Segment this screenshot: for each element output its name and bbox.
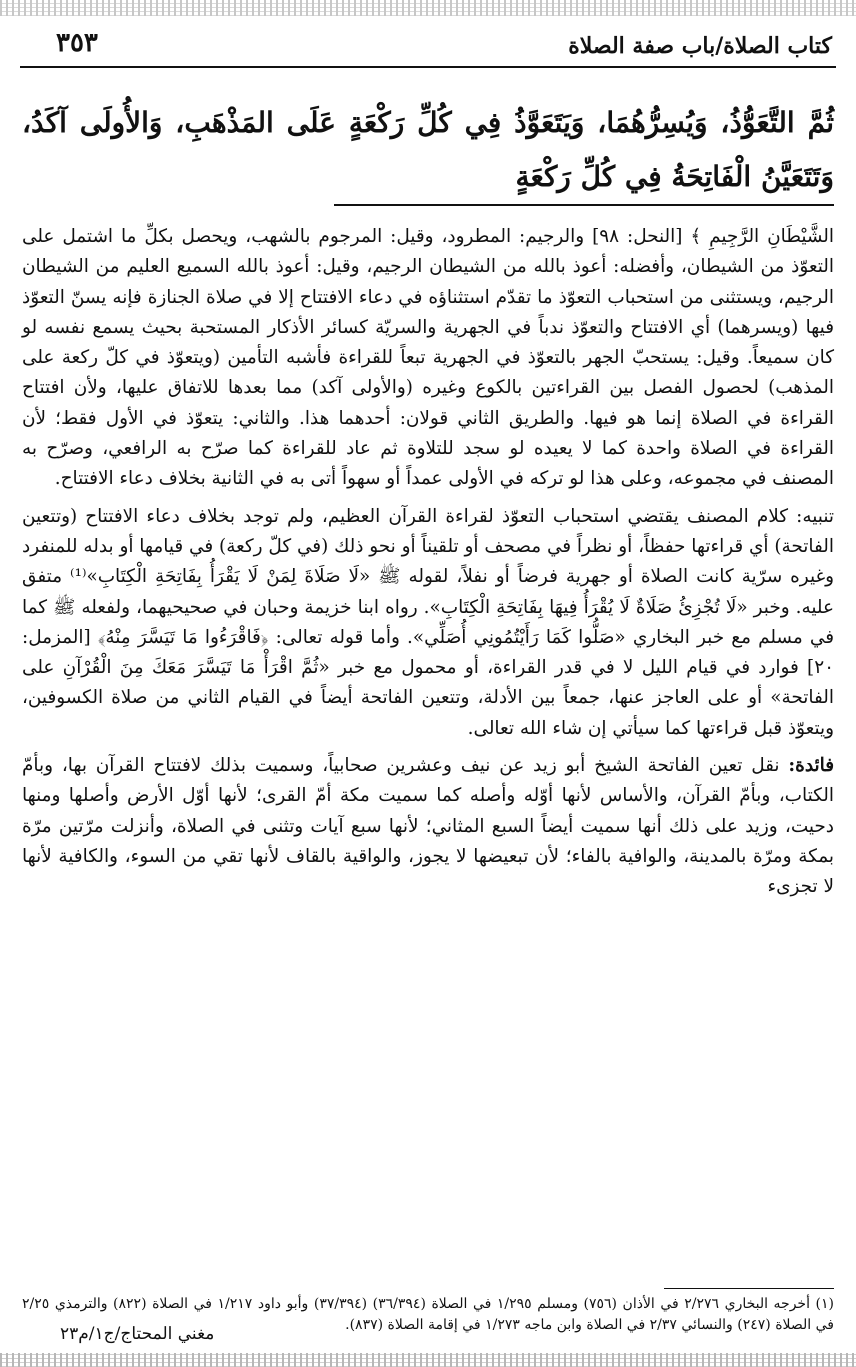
page-header <box>20 22 836 68</box>
printer-signature: مغني المحتاج/ج١/م٢٣ <box>60 1324 215 1344</box>
matn-divider <box>334 204 834 206</box>
footnote-1: (١) أخرجه البخاري ٢/٢٧٦ في الأذان (٧٥٦) ومسلم ١/٢٩٥ في الصلاة (٣٦/٣٩٤) (٣٧/٣٩٤) وأبو داود ١/٢١٧ في الصلاة (٨٢٢) والترمذي ٢/٢٥ في الصلاة (٢٤٧) والنسائي ٢/٣٧ في الصلاة وابن ماجه ١/٢٧٣ في إقامة الصلاة (٨٣٧). <box>22 1296 834 1333</box>
faida-label: فائدة: <box>788 755 834 777</box>
page-number: ٣٥٣ <box>56 28 98 58</box>
running-title: كتاب الصلاة/باب صفة الصلاة <box>568 33 832 59</box>
footnote-divider <box>664 1288 834 1289</box>
commentary-paragraph-2: تنبيه: كلام المصنف يقتضي استحباب التعوّذ لقراءة القرآن العظيم، ولم توجد بخلاف دعاء الافتتاح (وتتعين الفاتحة) أي قراءتها حفظاً، أو نظراً في مصحف أو تلقيناً أو نحو ذلك (في كلّ ركعة) في قيامها أو بدله للمنفرد وغيره سرّية كانت الصلاة أو جهرية فرضاً أو نفلاً، لقوله ﷺ «لَا صَلَاةَ لِمَنْ لَا يَقْرَأُ بِفَاتِحَةِ الْكِتَابِ»⁽¹⁾ متفق عليه. وخبر «لَا تُجْزِئُ صَلَاةٌ لَا يُقْرَأُ فِيهَا بِفَاتِحَةِ الْكِتَابِ». رواه ابنا خزيمة وحبان في صحيحيهما، ولفعله ﷺ كما في مسلم مع خبر البخاري «صَلُّوا كَمَا رَأَيْتُمُونِي أُصَلِّي». وأما قوله تعالى: ﴿فَاقْرَءُوا مَا تَيَسَّرَ مِنْهُ﴾ [المزمل: ٢٠] فوارد في قيام الليل لا في قدر القراءة، أو محمول مع خبر «ثُمَّ اقْرَأْ مَا تَيَسَّرَ مَعَكَ مِنَ الْقُرْآنِ على الفاتحة» أو على العاجز عنها، جمعاً بين الأدلة، وتتعين الفاتحة أيضاً في القيام الثاني من صلاة الكسوفين، ويتعوّذ قبل قراءتها كما سيأتي إن شاء الله تعالى. <box>22 505 834 739</box>
matn-text: ثُمَّ التَّعَوُّذُ، وَيُسِرُّهُمَا، وَيَتَعَوَّذُ فِي كُلِّ رَكْعَةٍ عَلَى المَذْهَبِ، وَالأُولَى آكَدُ، وَتَتَعَيَّنُ الْفَاتِحَةُ فِي كُلِّ رَكْعَةٍ <box>22 106 834 193</box>
commentary-paragraph-1: الشَّيْطَانِ الرَّجِيمِ ﴾ [النحل: ٩٨] والرجيم: المطرود، وقيل: المرجوم بالشهب، ويحصل بكلِّ ما اشتمل على التعوّذ من الشيطان، وأفضله: أعوذ بالله من الشيطان الرجيم، وقيل: أعوذ بالله السميع العليم من الشيطان الرجيم، ويستثنى من استحباب التعوّذ ما تقدّم استثناؤه في دعاء الافتتاح إلا في صلاة الجنازة فإنه يسنّ التعوّذ فيها (ويسرهما) أي الافتتاح والتعوّذ ندباً في الجهرية والسريّة كسائر الأذكار المستحبة بحيث يسمع نفسه لو كان سميعاً. وقيل: يستحبّ الجهر بالتعوّذ في الجهرية تبعاً للقراءة فأشبه التأمين (ويتعوّذ في كلّ ركعة على المذهب) لحصول الفصل بين القراءتين بالكوع وغيره (والأولى آكد) مما بعدها للاتفاق عليها، ولأن افتتاح القراءة في الصلاة إنما هو فيها. والطريق الثاني قولان: أحدهما هذا. والثاني: يتعوّذ في الأول فقط؛ لأن القراءة في الصلاة واحدة كما لا يعيده لو سجد للتلاوة ثم عاد للقراءة كما صرّح به الرافعي، وصرّح به المصنف في مجموعه، وعلى هذا لو تركه في الأولى عمداً أو سهواً أتى به في الثانية بخلاف دعاء الافتتاح. <box>22 226 834 490</box>
top-ornament-border <box>0 0 856 16</box>
faida-text: نقل تعين الفاتحة الشيخ أبو زيد عن نيف وعشرين صحابياً، وسميت بذلك لافتتاح القرآن بها، وبأمّ الكتاب، وبأمّ القرآن، والأساس لأنها أوّله وأصله كما سميت مكة أمّ القرى؛ لأنها أوّل الأرض وأصلها ومنها دحيت، وزيد على ذلك أنها سميت أيضاً السبع المثاني؛ لأنها سبع آيات وتثنى في الصلاة، وأنزلت مرّتين مرّة بمكة ومرّة بالمدينة، والوافية بالفاء؛ لأن تبعيضها لا يجوز، والواقية بالقاف لأنها تقي من السوء، والكافية لأنها لا تجزىء <box>22 755 834 898</box>
bottom-ornament-border <box>0 1353 856 1367</box>
commentary-paragraph-3 <box>22 751 834 902</box>
commentary <box>22 222 834 903</box>
